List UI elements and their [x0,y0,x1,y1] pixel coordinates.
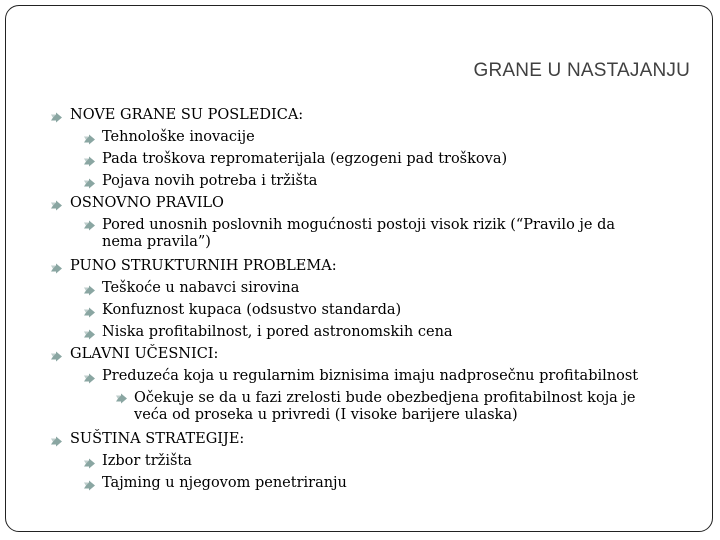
bullet-text: Konfuznost kupaca (odsustvo standarda) [102,302,402,318]
ribbon-bullet-icon [83,131,96,144]
bullet-item-level-2 [50,126,690,148]
bullet-item-level-2 [50,472,690,494]
ribbon-bullet-icon [83,175,96,188]
ribbon-bullet-icon [50,109,63,122]
ribbon-bullet-icon [50,260,63,273]
bullet-text: Izbor tržišta [102,453,192,469]
ribbon-bullet-icon [83,282,96,295]
bullet-item-level-2 [50,321,690,343]
bullet-item-level-1 [50,343,690,365]
ribbon-bullet-icon [83,153,96,166]
bullet-text: Pojava novih potreba i tržišta [102,173,318,189]
ribbon-bullet-icon [83,219,96,232]
bullet-item-level-1 [50,104,690,126]
ribbon-bullet-icon [50,197,63,210]
bullet-text: Pada troškova repromaterijala (egzogeni pad troškova) [102,151,508,167]
ribbon-bullet-icon [83,304,96,317]
bullet-item-level-1 [50,428,690,450]
bullet-item-level-2 [50,299,690,321]
slide-title: GRANE U NASTAJANJU [473,60,690,81]
bullet-text: SUŠTINA STRATEGIJE: [70,431,245,447]
bullet-item-level-1 [50,192,690,214]
bullet-text: Preduzeća koja u regularnim biznisima imaju nadprosečnu profitabilnost [102,368,639,384]
bullet-text-continuation: veća od proseka u privredi (I visoke barijere ulaska) [134,407,518,423]
bullet-item-level-2 [50,148,690,170]
bullet-item-level-2 [50,365,690,387]
bullet-item-level-2 [50,216,690,251]
bullet-text: Tajming u njegovom penetriranju [102,475,347,491]
bullet-text: PUNO STRUKTURNIH PROBLEMA: [70,258,337,274]
bullet-item-level-2 [50,277,690,299]
bullet-text-continuation: nema pravila”) [102,234,211,250]
bullet-text: Očekuje se da u fazi zrelosti bude obezbedjena profitabilnost koja je [134,390,636,406]
bullet-list [50,104,690,494]
ribbon-bullet-icon [50,433,63,446]
bullet-text: Pored unosnih poslovnih mogućnosti postoji visok rizik (“Pravilo je da [102,217,616,233]
ribbon-bullet-icon [83,477,96,490]
bullet-text: Tehnološke inovacije [102,129,255,145]
ribbon-bullet-icon [115,392,128,405]
bullet-text: Niska profitabilnost, i pored astronomskih cena [102,324,453,340]
bullet-text: Teškoće u nabavci sirovina [102,280,300,296]
bullet-item-level-2 [50,450,690,472]
bullet-item-level-1 [50,255,690,277]
bullet-text: NOVE GRANE SU POSLEDICA: [70,107,304,123]
bullet-item-level-2 [50,170,690,192]
ribbon-bullet-icon [50,348,63,361]
ribbon-bullet-icon [83,370,96,383]
bullet-item-level-3 [50,389,690,424]
bullet-text: OSNOVNO PRAVILO [70,195,224,211]
ribbon-bullet-icon [83,455,96,468]
ribbon-bullet-icon [83,326,96,339]
bullet-text: GLAVNI UČESNICI: [70,346,219,362]
